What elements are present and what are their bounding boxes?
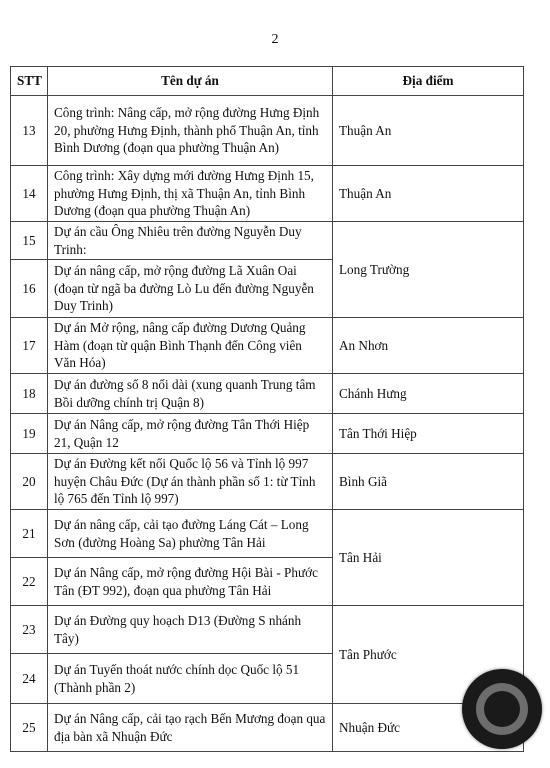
row-stt: 23 <box>11 606 48 654</box>
row-project-name: Dự án Đường quy hoạch D13 (Đường S nhánh Tây) <box>48 606 333 654</box>
table-row <box>11 166 524 222</box>
row-project-name: Dự án cầu Ông Nhiêu trên đường Nguyễn Duy Trinh: <box>48 222 333 260</box>
row-project-name: Công trình: Nâng cấp, mở rộng đường Hưng Định 20, phường Hưng Định, thành phố Thuận An, tỉnh Bình Dương (đoạn qua phường Thuận An) <box>48 96 333 166</box>
row-project-name: Dự án Nâng cấp, cải tạo rạch Bến Mương đoạn qua địa bàn xã Nhuận Đức <box>48 704 333 752</box>
row-stt: 13 <box>11 96 48 166</box>
row-location: Thuận An <box>333 166 524 222</box>
header-stt: STT <box>11 67 48 96</box>
ring-core <box>484 691 520 727</box>
table-row <box>11 454 524 510</box>
floating-scroll-button[interactable] <box>462 669 542 749</box>
row-stt: 15 <box>11 222 48 260</box>
row-stt: 20 <box>11 454 48 510</box>
table-row <box>11 318 524 374</box>
row-project-name: Dự án Nâng cấp, mở rộng đường Tân Thới Hiệp 21, Quận 12 <box>48 414 333 454</box>
row-stt: 16 <box>11 260 48 318</box>
row-location: Nhuận Đức <box>333 704 524 752</box>
row-location: Chánh Hưng <box>333 374 524 414</box>
row-stt: 24 <box>11 654 48 704</box>
table-row <box>11 704 524 752</box>
row-location: Tân Thới Hiệp <box>333 414 524 454</box>
header-project-name: Tên dự án <box>48 67 333 96</box>
row-location: Tân Phước <box>333 606 524 704</box>
table-row <box>11 374 524 414</box>
row-stt: 21 <box>11 510 48 558</box>
table-row <box>11 606 524 654</box>
row-location: Long Trường <box>333 222 524 318</box>
row-project-name: Dự án Đường kết nối Quốc lộ 56 và Tỉnh lộ 997 huyện Châu Đức (Dự án thành phần số 1: từ Tỉnh lộ 765 đến Tỉnh lộ 997) <box>48 454 333 510</box>
row-stt: 14 <box>11 166 48 222</box>
row-project-name: Công trình: Xây dựng mới đường Hưng Định 15, phường Hưng Định, thị xã Thuận An, tỉnh Bình Dương (đoạn qua phường Thuận An) <box>48 166 333 222</box>
table-row <box>11 414 524 454</box>
row-location: Thuận An <box>333 96 524 166</box>
table-row <box>11 222 524 260</box>
row-location: Tân Hải <box>333 510 524 606</box>
row-stt: 19 <box>11 414 48 454</box>
projects-table <box>10 66 524 752</box>
page-number: 2 <box>271 32 279 47</box>
row-project-name: Dự án Tuyến thoát nước chính dọc Quốc lộ 51 (Thành phần 2) <box>48 654 333 704</box>
row-project-name: Dự án đường số 8 nối dài (xung quanh Trung tâm Bồi dưỡng chính trị Quận 8) <box>48 374 333 414</box>
row-project-name: Dự án Mở rộng, nâng cấp đường Dương Quảng Hàm (đoạn từ quận Bình Thạnh đến Công viên Văn Hóa) <box>48 318 333 374</box>
row-project-name: Dự án nâng cấp, mở rộng đường Lã Xuân Oai (đoạn từ ngã ba đường Lò Lu đến đường Nguyễn Duy Trinh) <box>48 260 333 318</box>
row-project-name: Dự án nâng cấp, cải tạo đường Láng Cát – Long Sơn (đường Hoàng Sa) phường Tân Hải <box>48 510 333 558</box>
header-location: Địa điểm <box>333 67 524 96</box>
table-header-row <box>11 67 524 96</box>
row-project-name: Dự án Nâng cấp, mở rộng đường Hội Bài - Phước Tân (ĐT 992), đoạn qua phường Tân Hải <box>48 558 333 606</box>
row-stt: 22 <box>11 558 48 606</box>
row-location: An Nhơn <box>333 318 524 374</box>
row-stt: 25 <box>11 704 48 752</box>
table-row <box>11 510 524 558</box>
row-stt: 17 <box>11 318 48 374</box>
table-row <box>11 96 524 166</box>
row-location: Bình Giã <box>333 454 524 510</box>
row-stt: 18 <box>11 374 48 414</box>
